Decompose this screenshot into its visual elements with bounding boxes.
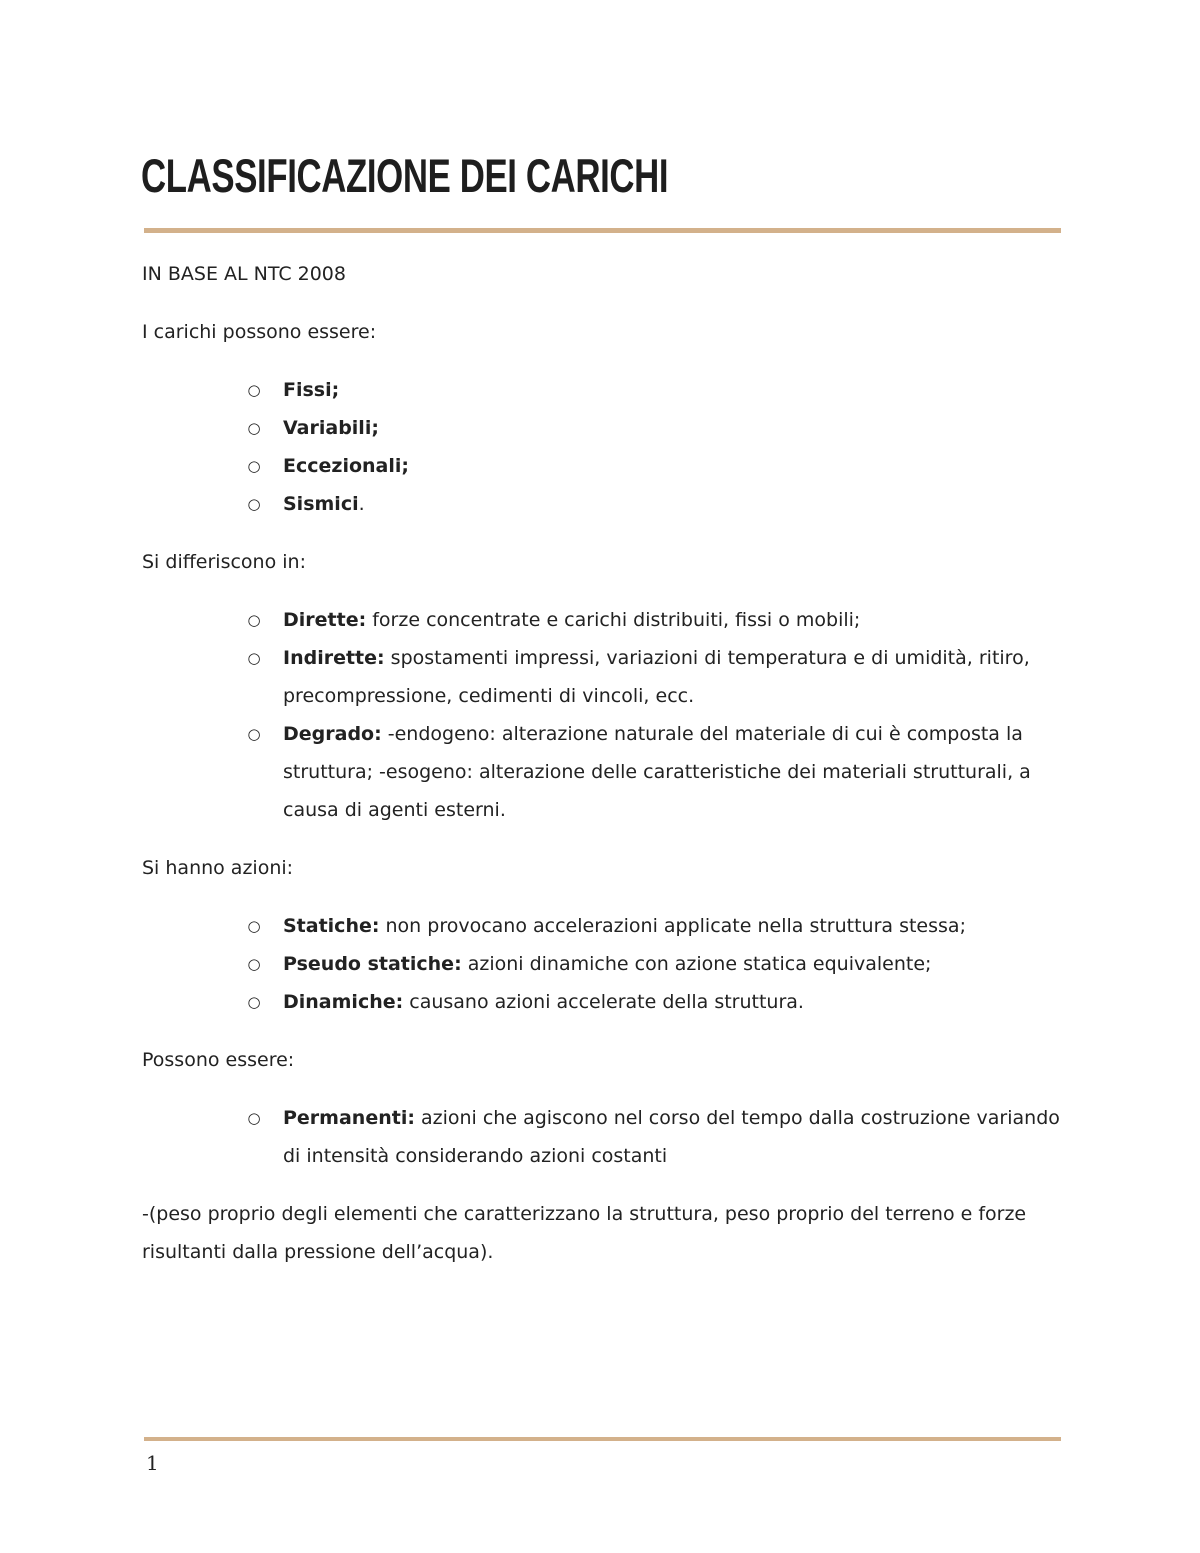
list-term: Pseudo statiche: (283, 953, 462, 975)
list-text: non provocano accelerazioni applicate nella struttura stessa; (379, 915, 966, 937)
list-text: causano azioni accelerate della struttura. (403, 991, 804, 1013)
bullet-icon: ○ (247, 1109, 261, 1127)
list-item (247, 639, 1062, 715)
list-item (247, 601, 1062, 639)
possono-intro: Possono essere: (142, 1049, 295, 1071)
list-item (247, 907, 1062, 945)
actions-intro: Si hanno azioni: (142, 857, 294, 879)
list-item (247, 409, 1062, 447)
list-text: azioni dinamiche con azione statica equivalente; (461, 953, 932, 975)
bullet-icon: ○ (247, 381, 261, 399)
list-item (247, 983, 1062, 1021)
list-term: Indirette: (283, 647, 385, 669)
list-text: forze concentrate e carichi distribuiti, fissi o mobili; (366, 609, 861, 631)
bullet-icon: ○ (247, 611, 261, 629)
list-item (247, 447, 1062, 485)
list-term: Sismici (283, 493, 359, 515)
permanent-list (142, 1099, 1062, 1175)
bullet-icon: ○ (247, 993, 261, 1011)
list-term: Statiche: (283, 915, 380, 937)
footer-rule (144, 1437, 1061, 1441)
bullet-icon: ○ (247, 955, 261, 973)
load-types-list (142, 371, 1062, 523)
list-term: Permanenti: (283, 1107, 415, 1129)
list-term: Variabili; (283, 417, 379, 439)
closing-paragraph: -(peso proprio degli elementi che caratterizzano la struttura, peso proprio del terreno e forze risultanti dalla pressione dell’acqua). (142, 1203, 1027, 1263)
document-title: CLASSIFICAZIONE DEI CARICHI (141, 149, 669, 202)
list-term: Dirette: (283, 609, 367, 631)
list-item (247, 485, 1062, 523)
bullet-icon: ○ (247, 457, 261, 475)
bullet-icon: ○ (247, 495, 261, 513)
list-item (247, 1099, 1062, 1175)
list-item (247, 371, 1062, 409)
list-term: Dinamiche: (283, 991, 404, 1013)
actions-list (142, 907, 1062, 1021)
bullet-icon: ○ (247, 419, 261, 437)
load-types-intro: I carichi possono essere: (142, 321, 377, 343)
subtitle: IN BASE AL NTC 2008 (142, 263, 346, 285)
list-text: spostamenti impressi, variazioni di temperatura e di umidità, ritiro, precompressione, cedimenti di vincoli, ecc. (283, 647, 1030, 707)
list-term: Eccezionali; (283, 455, 409, 477)
bullet-icon: ○ (247, 649, 261, 667)
title-rule (144, 228, 1061, 233)
list-term: Fissi; (283, 379, 340, 401)
list-term: Degrado: (283, 723, 382, 745)
differences-list (142, 601, 1062, 829)
differences-intro: Si differiscono in: (142, 551, 306, 573)
page-number: 1 (146, 1451, 159, 1475)
list-text: azioni che agiscono nel corso del tempo dalla costruzione variando di intensità considerando azioni costanti (283, 1107, 1060, 1167)
bullet-icon: ○ (247, 917, 261, 935)
list-text: -endogeno: alterazione naturale del materiale di cui è composta la struttura; -esogeno: alterazione delle caratteristiche dei materiali strutturali, a causa di agenti esterni. (283, 723, 1031, 821)
list-text: . (358, 493, 365, 515)
bullet-icon: ○ (247, 725, 261, 743)
list-item (247, 945, 1062, 983)
document-body (142, 255, 1062, 1291)
list-item (247, 715, 1062, 829)
